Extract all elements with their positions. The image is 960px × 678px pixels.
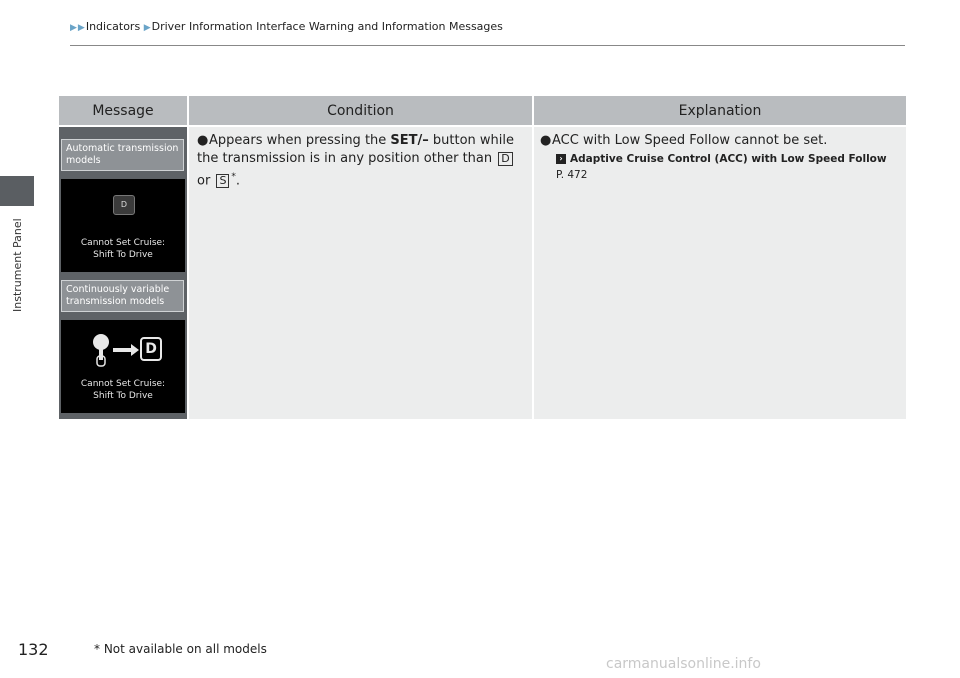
shift-lever-icon	[61, 326, 185, 374]
triangle-icon: ▶	[77, 23, 85, 33]
watermark: carmanualsonline.info	[606, 656, 761, 672]
screen-line1: Cannot Set Cruise:	[80, 379, 166, 389]
side-tab-text: Instrument Panel	[11, 218, 24, 312]
condition-cell	[189, 127, 532, 419]
display-screen-automatic	[61, 179, 185, 272]
breadcrumb	[70, 20, 503, 33]
condition-text: ●Appears when pressing the SET/– button while the transmission is in any position other than D or S *.	[197, 133, 515, 189]
gear-indicator-icon: D	[113, 195, 135, 215]
header-condition: Condition	[189, 96, 532, 125]
model-label-automatic: Automatic transmission models	[61, 139, 184, 171]
side-tab-marker	[0, 176, 34, 206]
table-header	[59, 96, 906, 125]
header-message: Message	[59, 96, 187, 125]
model-label-cvt: Continuously variable transmission models	[61, 280, 184, 312]
explanation-cell	[534, 127, 906, 419]
messages-table	[59, 96, 906, 419]
explanation-text: ●ACC with Low Speed Follow cannot be set.	[540, 133, 828, 148]
header-explanation: Explanation	[534, 96, 906, 125]
triangle-icon: ▶	[70, 23, 77, 33]
page-number: 132	[18, 640, 49, 659]
screen-line1: Cannot Set Cruise:	[80, 238, 166, 248]
screen-line2: Shift To Drive	[93, 250, 153, 260]
cross-reference[interactable]: › Adaptive Cruise Control (ACC) with Low Speed Follow P. 472	[556, 153, 887, 181]
message-cell	[59, 127, 187, 419]
gear-key-s: S	[216, 174, 229, 188]
breadcrumb-item-indicators[interactable]: Indicators	[85, 20, 141, 33]
screen-line2: Shift To Drive	[93, 391, 153, 401]
display-screen-cvt	[61, 320, 185, 413]
table-row	[59, 127, 906, 419]
footnote: * Not available on all models	[94, 642, 267, 656]
gear-key-d: D	[498, 152, 512, 166]
side-tab-label	[11, 212, 25, 322]
triangle-icon: ▶	[143, 23, 151, 33]
breadcrumb-item-messages[interactable]: Driver Information Interface Warning and Information Messages	[151, 20, 503, 33]
gear-d-icon: D	[145, 341, 157, 357]
header-rule	[70, 45, 905, 46]
reference-arrow-icon: ›	[556, 154, 566, 164]
